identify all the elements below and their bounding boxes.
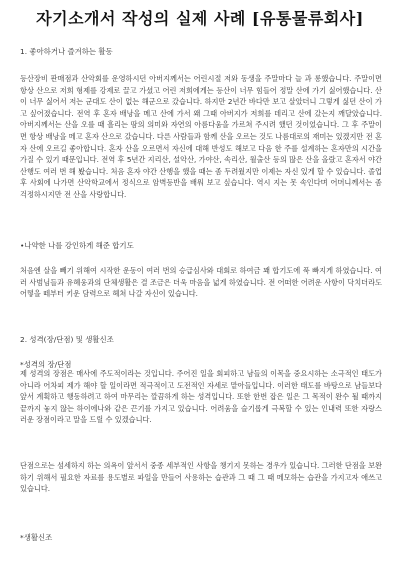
section-heading-2: 2. 성격(장/단점) 및 생활신조 <box>20 335 114 344</box>
page-title: 자기소개서 작성의 실제 사례 [유통물류회사] <box>36 9 364 28</box>
subheading-strengths: *성격의 장/단점 <box>20 360 72 369</box>
subheading-hapkido: •나약한 나를 강인하게 해준 합기도 <box>20 241 134 250</box>
section-heading-1: 1. 좋아하거나 즐겨하는 활동 <box>20 47 113 56</box>
paragraph-weaknesses: 단점으로는 섬세하지 하는 의욕이 앞서서 중종 세부적인 사항을 챙기지 못하는 경우가 있습니다. 그러한 단점을 보완하기 위해서 필요한 자료를 용도별로 파일을 만들어 사용하는 습관과 그 때 그 때 메모하는 습관을 가지고자 애쓰고 있습니다. <box>20 461 382 494</box>
paragraph-hobby: 등산장비 판매점과 산악회를 운영하시던 아버지께서는 어린시절 저와 동생을 주말마다 늘 과 롱했습니다. 주말이면 항상 산으로 저희 형제를 강제로 끌고 가셨고 어린 저희에게는 등산이 너무 힘들어 정말 산에 가기 싫어했습니다. 산이 너무 싫어서 저는 군대도 산이 없는 해군으로 갔습니다. 하지만 2년간 바다만 보고 살았더니 그렇게 싫던 산이 가고 싶어졌습니다. 전역 후 혼자 배낭을 메고 산에 가서 왜 그때 아버지가 저희를 데리고 산에 갔는지 깨달았습니다. 아버지께서는 산을 오를 때 흘리는 땀의 의미와 자연의 아름다움을 가르쳐 주시려 했던 것이었습니다. 그 후 주말이면 항상 배낭을 메고 혼자 산으로 갔습니다. 다른 사람들과 함께 산을 오르는 것도 나름대로의 재미는 있겠지만 전 혼자 산에 오르길 좋아합니다. 혼자 산을 오르면서 자신에 대해 반성도 해보고 다음 한 주를 설계하는 혼자만의 시간을 가질 수 있기 때문입니다. 전역 후 5년간 지리산, 설악산, 가야산, 속리산, 월출산 등의 많은 산을 올랐고 혼자서 야간 산행도 여러 번 해 봤습니다. 처음 혼자 야간 산행을 했을 때는 좀 두려웠지만 이제는 자신 있게 할 수 있습니다. 졸업 후 사회에 나가면 산악학교에서 정식으로 암벽등반을 배워 보고 싶습니다. 역시 지는 못 속인다며 어머니께서는 좀 걱정하시지만 전 산을 사랑합니다. <box>20 74 382 199</box>
paragraph-hapkido: 처음엔 살을 빼기 위해여 시작한 운동이 여러 번의 승급심사와 대회로 하여금 꽤 합기도에 푹 빠지게 하였습니다. 여러 사범님들과 유혜웅과의 단체생활은 결 조금은 더욱 마음을 넓게 하였습니다. 전 어떠한 어려운 사항이 닥치더라도 어떻을 떼부터 키운 담력으로 헤쳐 나갈 자신이 있습니다. <box>20 266 382 299</box>
paragraph-strengths: 제 성격의 장점은 매사에 주도적이라는 것입니다. 주어진 일을 회피하고 남들의 이목을 중요시하는 소극적인 태도가 아니라 어차피 제가 해야 할 일이라면 적극적이고 도전적인 자세로 맡아들입니다. 이러한 태도를 바탕으로 남들보다 앞서 계획하고 행동하려고 하여 마무리는 깔끔하게 하는 성격입니다. 또한 한번 잡은 일은 그 목적이 완수 될 때까지 끝까지 놓지 않는 하이에나와 같은 끈기를 가지고 있습니다. 어려움을 슬기롭게 극복할 수 있는 인내력 또한 자랑스러운 장점이라고 말을 드릴 수 있겠습니다. <box>20 369 382 425</box>
subheading-motto: *생활신조 <box>20 533 53 542</box>
